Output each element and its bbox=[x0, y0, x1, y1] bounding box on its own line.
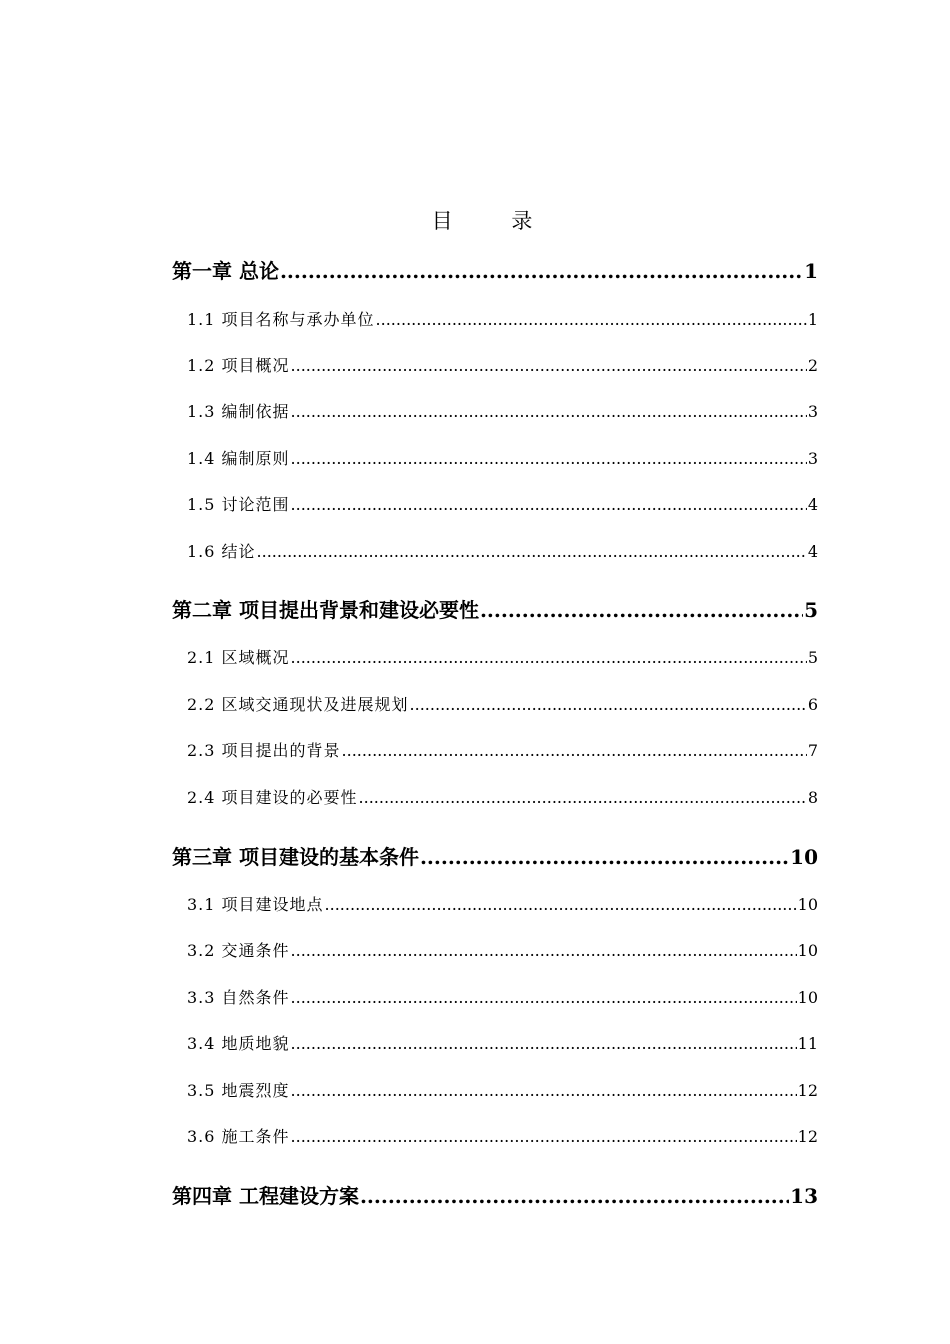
toc-section-label: 2.3 项目提出的背景 bbox=[187, 741, 341, 760]
toc-chapter-2[interactable] bbox=[172, 595, 818, 625]
toc-section-3-5[interactable] bbox=[172, 1078, 818, 1104]
toc-section-2-4[interactable] bbox=[172, 785, 818, 811]
toc-dot-leader bbox=[291, 492, 807, 518]
toc-chapter-4[interactable] bbox=[172, 1181, 818, 1211]
toc-section-1-3[interactable] bbox=[172, 399, 818, 425]
toc-section-1-6[interactable] bbox=[172, 539, 818, 565]
toc-dot-leader bbox=[291, 985, 797, 1011]
toc-section-label: 1.6 结论 bbox=[187, 542, 256, 561]
toc-section-1-1[interactable] bbox=[172, 307, 818, 333]
toc-chapter-3[interactable] bbox=[172, 842, 818, 872]
toc-page-number: 1 bbox=[804, 259, 818, 283]
toc-section-2-1[interactable] bbox=[172, 645, 818, 671]
toc-section-label: 3.5 地震烈度 bbox=[187, 1081, 290, 1100]
toc-section-label: 1.5 讨论范围 bbox=[187, 495, 290, 514]
toc-dot-leader bbox=[280, 256, 803, 286]
toc-chapter-label: 第四章 工程建设方案 bbox=[172, 1184, 359, 1208]
toc-chapter-label: 第三章 项目建设的基本条件 bbox=[172, 845, 419, 869]
toc-section-1-2[interactable] bbox=[172, 353, 818, 379]
toc-section-3-1[interactable] bbox=[172, 892, 818, 918]
toc-page-number: 3 bbox=[807, 449, 818, 468]
toc-section-label: 3.4 地质地貌 bbox=[187, 1034, 290, 1053]
toc-dot-leader bbox=[360, 1181, 789, 1211]
toc-chapter-label: 第二章 项目提出背景和建设必要性 bbox=[172, 598, 479, 622]
toc-page-number: 12 bbox=[797, 1127, 818, 1146]
toc-page-number: 11 bbox=[797, 1034, 818, 1053]
toc-page-number: 3 bbox=[807, 402, 818, 421]
toc-dot-leader bbox=[291, 938, 797, 964]
toc-page-number: 10 bbox=[797, 895, 818, 914]
toc-page-number: 2 bbox=[807, 356, 818, 375]
toc-section-3-6[interactable] bbox=[172, 1124, 818, 1150]
toc-dot-leader bbox=[291, 1078, 797, 1104]
toc-section-label: 3.3 自然条件 bbox=[187, 988, 290, 1007]
toc-section-1-5[interactable] bbox=[172, 492, 818, 518]
toc-section-2-3[interactable] bbox=[172, 738, 818, 764]
toc-page-number: 5 bbox=[807, 648, 818, 667]
toc-page-number: 12 bbox=[797, 1081, 818, 1100]
toc-dot-leader bbox=[291, 1124, 797, 1150]
toc-dot-leader bbox=[342, 738, 807, 764]
toc-page-number: 10 bbox=[790, 845, 818, 869]
toc-dot-leader bbox=[257, 539, 807, 565]
toc-page-number: 10 bbox=[797, 941, 818, 960]
toc-section-label: 1.4 编制原则 bbox=[187, 449, 290, 468]
toc-page-number: 1 bbox=[807, 310, 818, 329]
toc-section-label: 1.3 编制依据 bbox=[187, 402, 290, 421]
toc-page-number: 7 bbox=[807, 741, 818, 760]
toc-dot-leader bbox=[420, 842, 789, 872]
toc-dot-leader bbox=[291, 399, 807, 425]
toc-section-3-4[interactable] bbox=[172, 1031, 818, 1057]
toc-dot-leader bbox=[325, 892, 797, 918]
toc-dot-leader bbox=[291, 645, 807, 671]
toc-section-3-3[interactable] bbox=[172, 985, 818, 1011]
toc-section-label: 1.2 项目概况 bbox=[187, 356, 290, 375]
toc-section-label: 3.6 施工条件 bbox=[187, 1127, 290, 1146]
toc-section-label: 2.4 项目建设的必要性 bbox=[187, 788, 358, 807]
toc-page-number: 4 bbox=[807, 542, 818, 561]
toc-page-number: 4 bbox=[807, 495, 818, 514]
toc-title: 目 录 bbox=[431, 209, 559, 233]
toc-dot-leader bbox=[359, 785, 807, 811]
toc-section-label: 3.2 交通条件 bbox=[187, 941, 290, 960]
toc-section-3-2[interactable] bbox=[172, 938, 818, 964]
toc-dot-leader bbox=[291, 446, 807, 472]
toc-section-label: 3.1 项目建设地点 bbox=[187, 895, 324, 914]
toc-section-label: 1.1 项目名称与承办单位 bbox=[187, 310, 375, 329]
toc-section-1-4[interactable] bbox=[172, 446, 818, 472]
toc-dot-leader bbox=[480, 595, 803, 625]
toc-dot-leader bbox=[410, 692, 807, 718]
toc-dot-leader bbox=[376, 307, 807, 333]
toc-dot-leader bbox=[291, 1031, 797, 1057]
toc-page-number: 5 bbox=[804, 598, 818, 622]
toc-page-number: 13 bbox=[790, 1184, 818, 1208]
toc-chapter-1[interactable] bbox=[172, 256, 818, 286]
toc-page-number: 10 bbox=[797, 988, 818, 1007]
toc-section-2-2[interactable] bbox=[172, 692, 818, 718]
toc-dot-leader bbox=[291, 353, 807, 379]
toc-section-label: 2.1 区域概况 bbox=[187, 648, 290, 667]
toc-page-number: 6 bbox=[807, 695, 818, 714]
toc-chapter-label: 第一章 总论 bbox=[172, 259, 279, 283]
toc-page-number: 8 bbox=[807, 788, 818, 807]
toc-section-label: 2.2 区域交通现状及进展规划 bbox=[187, 695, 409, 714]
